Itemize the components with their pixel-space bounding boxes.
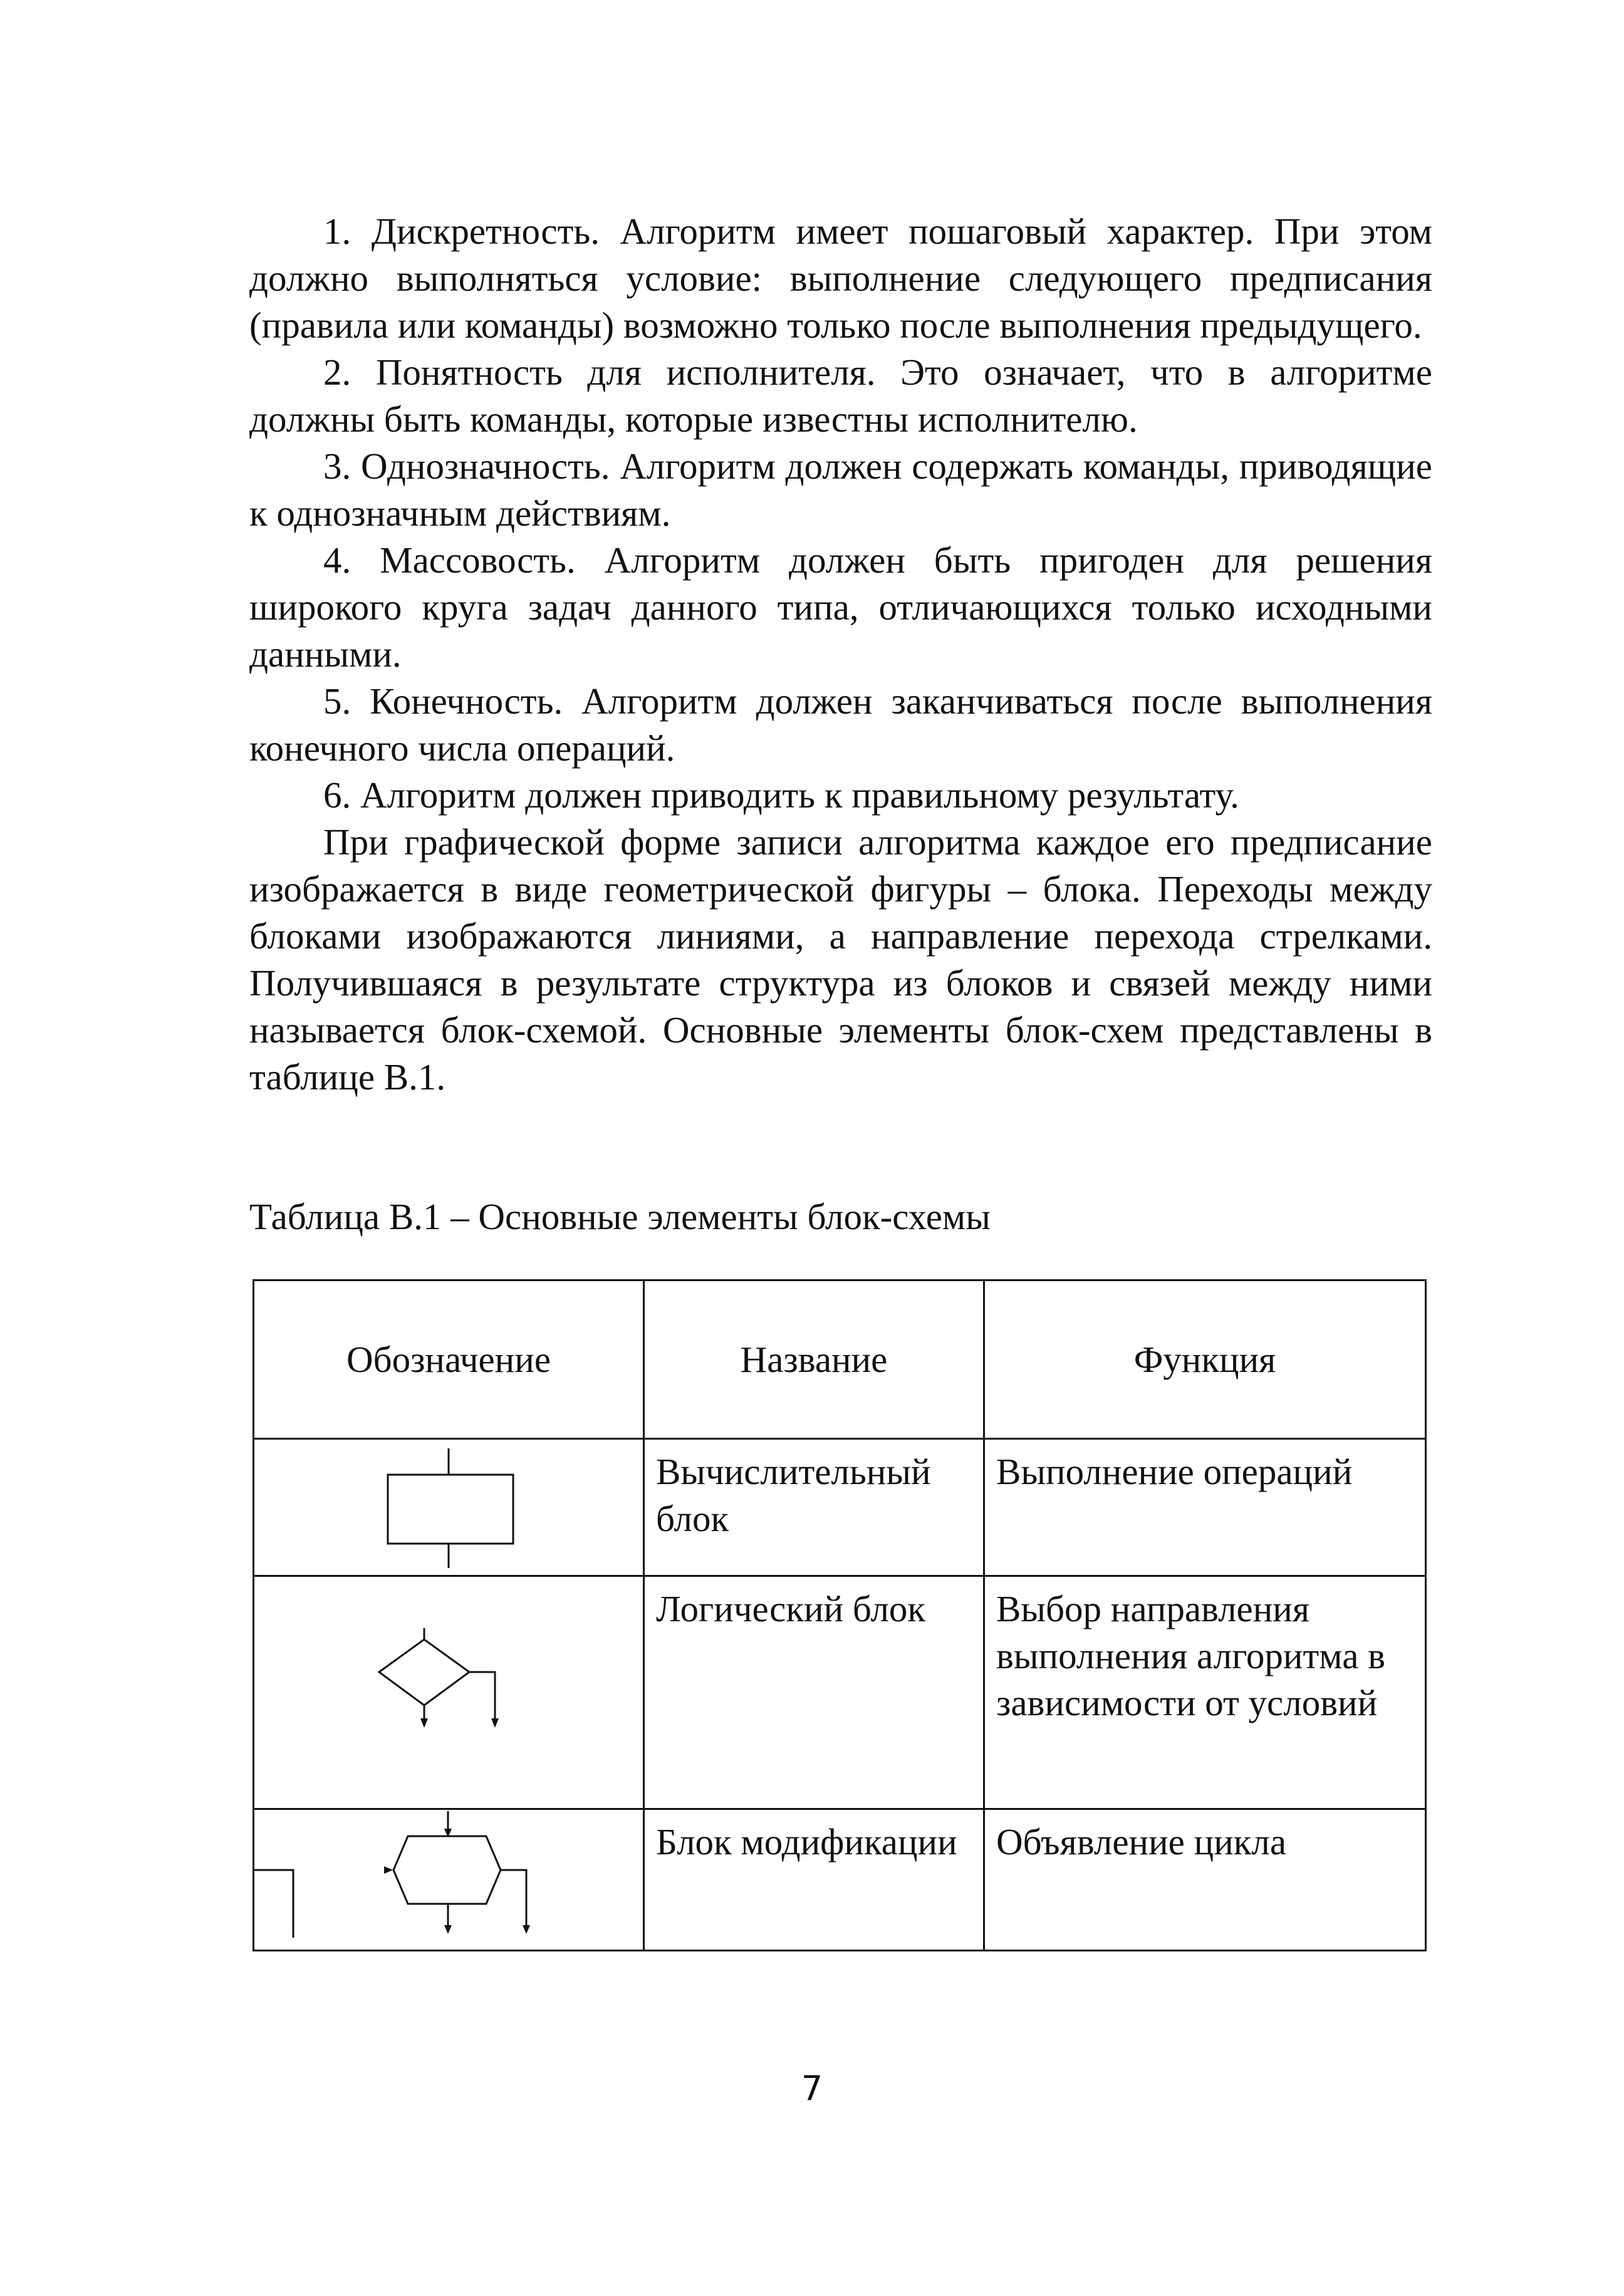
function-cell — [984, 1576, 1426, 1809]
symbol-cell — [254, 1576, 644, 1809]
flowchart-elements-table — [252, 1279, 1427, 1951]
function-cell — [984, 1809, 1426, 1951]
process-block-icon — [254, 1440, 643, 1575]
header-name: Название — [644, 1280, 984, 1439]
table-row — [254, 1576, 1426, 1809]
name-cell — [644, 1576, 984, 1809]
name-cell — [644, 1809, 984, 1951]
paragraph-discreteness: 1. Дискретность. Алгоритм имеет пошаговый характер. При этом должно выполняться условие: выполнение следующего предписания (правила или команды) возможно только после выполнения предыдущего. — [249, 210, 1432, 346]
paragraph-graphic-form: При графической форме записи алгоритма каждое его предписание изображается в виде геометрической фигуры – блока. Переходы между блоками изображаются линиями, а направление перехода стрелками. Получившаяся в результате структура из блоков и связей между ними называется блок-схемой. Основные элементы блок-схем представлены в таблице В.1. — [249, 821, 1432, 1098]
block-function: Выбор направления выполнения алгоритма в зависимости от условий — [996, 1588, 1386, 1723]
symbol-cell — [254, 1809, 644, 1951]
body-text — [249, 208, 1432, 1101]
header-function: Функция — [984, 1280, 1426, 1439]
paragraph-finiteness: 5. Конечность. Алгоритм должен заканчиваться после выполнения конечного числа операций. — [249, 680, 1432, 769]
decision-block-icon — [254, 1577, 643, 1807]
table-caption: Таблица В.1 – Основные элементы блок-схемы — [249, 1196, 991, 1237]
block-name: Блок модификации — [656, 1821, 957, 1862]
name-cell — [644, 1439, 984, 1576]
block-function: Объявление цикла — [996, 1821, 1287, 1862]
page-number: 7 — [801, 2069, 823, 2108]
header-symbol: Обозначение — [254, 1280, 644, 1439]
table-row — [254, 1809, 1426, 1951]
paragraph-mass-character: 4. Массовость. Алгоритм должен быть пригоден для решения широкого круга задач данного типа, отличающихся только исходными данными. — [249, 539, 1432, 675]
paragraph-clarity: 2. Понятность для исполнителя. Это означает, что в алгоритме должны быть команды, которые известны исполнителю. — [249, 351, 1432, 440]
block-name: Логический блок — [656, 1588, 926, 1629]
paragraph-correctness: 6. Алгоритм должен приводить к правильному результату. — [323, 774, 1239, 816]
modification-block-icon — [254, 1810, 643, 1949]
table-row — [254, 1439, 1426, 1576]
table-header-row — [254, 1280, 1426, 1439]
function-cell — [984, 1439, 1426, 1576]
symbol-cell — [254, 1439, 644, 1576]
block-function: Выполнение операций — [996, 1451, 1353, 1492]
paragraph-unambiguity: 3. Однозначность. Алгоритм должен содержать команды, приводящие к однозначным действиям. — [249, 445, 1432, 534]
block-name: Вычислительный блок — [656, 1451, 931, 1539]
